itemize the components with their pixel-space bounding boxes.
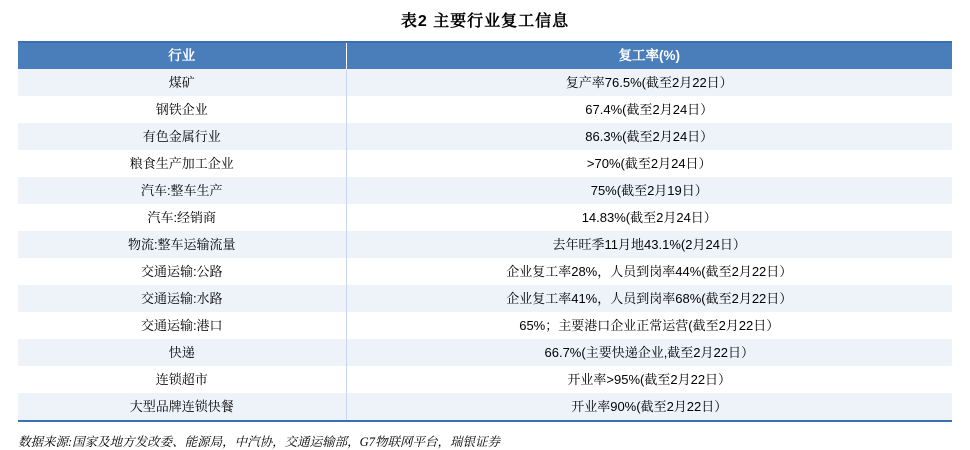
column-header-rate: 复工率(%) (346, 42, 952, 69)
cell-rate: 企业复工率28%，人员到岗率44%(截至2月22日） (346, 258, 952, 285)
table-row (18, 69, 952, 96)
cell-industry: 连锁超市 (18, 366, 346, 393)
table-row (18, 285, 952, 312)
cell-industry: 汽车:整车生产 (18, 177, 346, 204)
table-row (18, 177, 952, 204)
source-note: 数据来源:国家及地方发改委、能源局，中汽协，交通运输部，G7物联网平台，瑞银证券 (18, 435, 500, 449)
table-header-row (18, 42, 952, 69)
cell-industry: 煤矿 (18, 69, 346, 96)
cell-industry: 有色金属行业 (18, 123, 346, 150)
cell-rate: 75%(截至2月19日） (346, 177, 952, 204)
cell-rate: 66.7%(主要快递企业,截至2月22日） (346, 339, 952, 366)
table-row (18, 393, 952, 421)
cell-rate: 86.3%(截至2月24日） (346, 123, 952, 150)
cell-industry: 交通运输:公路 (18, 258, 346, 285)
table-row (18, 96, 952, 123)
table-row (18, 150, 952, 177)
table-row (18, 204, 952, 231)
table-row (18, 366, 952, 393)
cell-industry: 交通运输:水路 (18, 285, 346, 312)
column-header-industry: 行业 (18, 42, 346, 69)
table-container (0, 41, 970, 422)
table-row (18, 123, 952, 150)
cell-rate: 开业率90%(截至2月22日） (346, 393, 952, 421)
table-row (18, 258, 952, 285)
table-title: 表2 主要行业复工信息 (400, 13, 570, 30)
table-row (18, 231, 952, 258)
cell-rate: 去年旺季11月地43.1%(2月24日） (346, 231, 952, 258)
cell-rate: 67.4%(截至2月24日） (346, 96, 952, 123)
cell-rate: 开业率>95%(截至2月22日） (346, 366, 952, 393)
industry-resumption-table (18, 41, 952, 422)
table-body (18, 69, 952, 421)
cell-industry: 交通运输:港口 (18, 312, 346, 339)
cell-industry: 快递 (18, 339, 346, 366)
cell-industry: 粮食生产加工企业 (18, 150, 346, 177)
cell-industry: 大型品牌连锁快餐 (18, 393, 346, 421)
cell-rate: 65%；主要港口企业正常运营(截至2月22日） (346, 312, 952, 339)
cell-industry: 汽车:经销商 (18, 204, 346, 231)
cell-rate: 14.83%(截至2月24日） (346, 204, 952, 231)
table-row (18, 312, 952, 339)
cell-rate: 复产率76.5%(截至2月22日） (346, 69, 952, 96)
cell-industry: 钢铁企业 (18, 96, 346, 123)
cell-rate: 企业复工率41%，人员到岗率68%(截至2月22日） (346, 285, 952, 312)
cell-industry: 物流:整车运输流量 (18, 231, 346, 258)
cell-rate: >70%(截至2月24日） (346, 150, 952, 177)
table-row (18, 339, 952, 366)
table-header (18, 42, 952, 69)
